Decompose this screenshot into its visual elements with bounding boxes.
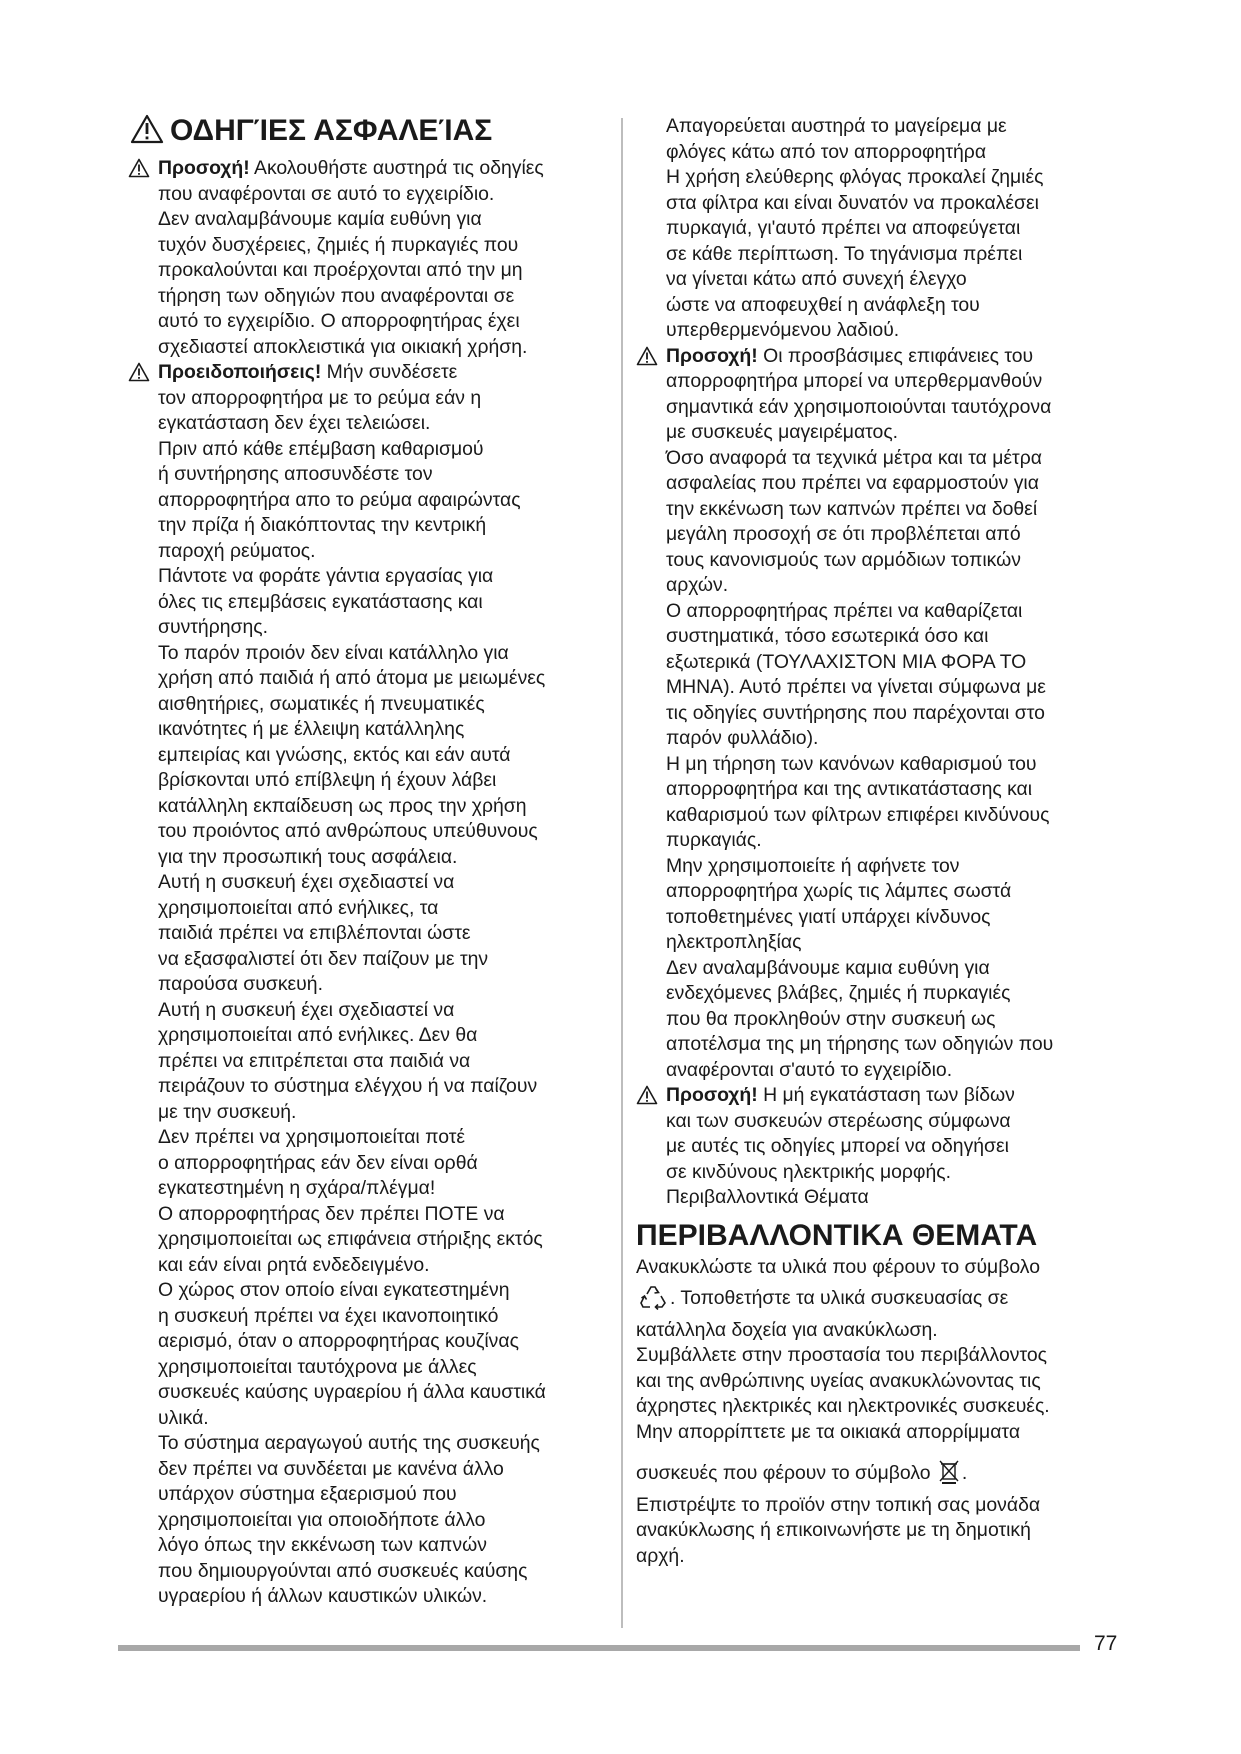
text-line: συστηματικά, τόσο εσωτερικά όσο και [666, 625, 989, 647]
text-line: όλες τις επεμβάσεις εγκατάστασης και [158, 590, 483, 613]
text-line: τις οδηγίες συντήρησης που παρέχονται στο [666, 701, 1045, 724]
text-line: παροχή ρεύματος. [158, 539, 316, 562]
text-line: προκαλούνται και προέρχονται από την μη [158, 259, 523, 281]
text-line: μεγάλη προσοχή σε ότι προβλέπεται από [666, 523, 1021, 545]
warning-text: Ακολουθήστε αυστηρά τις οδηγίες [249, 157, 544, 179]
text-line: αρχών. [666, 574, 729, 596]
warning-label: Προειδοποιήσεις! [158, 361, 322, 383]
text-line: που δημιουργούνται από συσκευές καύσης [158, 1559, 528, 1582]
warning-triangle-icon [128, 362, 150, 390]
text-line: Απαγορεύεται αυστηρά το μαγείρεμα με [666, 115, 1007, 137]
warning-label: Προσοχή! [666, 1084, 758, 1106]
env-text-recycle [636, 1284, 1126, 1318]
text-line: τυχόν δυσχέρειες, ζημιές ή πυρκαγιές που [158, 233, 519, 256]
warning-line [636, 1083, 1126, 1109]
left-column [130, 112, 600, 1610]
text-line: πυρκαγιάς. [666, 829, 762, 851]
text-line: σημαντικά εάν χρησιμοποιούνται ταυτόχρονα [666, 395, 1052, 418]
text-line: παρόν φυλλάδιο). [666, 727, 819, 749]
text-line: ο απορροφητήρας εάν δεν είναι ορθά [158, 1151, 478, 1174]
text-line: εγκατεστημένη η σχάρα/πλέγμα! [158, 1177, 436, 1199]
recycle-icon [638, 1284, 668, 1318]
text-line: χρήση από παιδιά ή από άτομα με μειωμένες [158, 667, 546, 689]
text-line: υπάρχον σύστημα εξαερισμού που [158, 1483, 457, 1505]
env-symbol-line: συσκευές που φέρουν το σύμβολο . [636, 1459, 1126, 1493]
text-line: Δεν πρέπει να χρησιμοποιείται ποτέ [158, 1126, 466, 1148]
crossed-bin-icon [938, 1459, 960, 1493]
text-line: στα φίλτρα και είναι δυνατόν να προκαλέσει [666, 191, 1039, 214]
page-number: 77 [1094, 1632, 1118, 1655]
warning-block-2 [130, 360, 600, 1610]
text-line: ηλεκτροπληξίας [666, 931, 802, 953]
warning-2-lines [130, 386, 600, 1610]
column-divider [621, 118, 623, 1628]
text-line: Περιβαλλοντικά Θέματα [666, 1186, 869, 1208]
text-line: φλόγες κάτω από τον απορροφητήρα [666, 140, 987, 163]
text-line: Όσο αναφορά τα τεχνικά μέτρα και τα μέτρα [666, 446, 1042, 469]
text-line: κατάλληλα δοχεία για ανακύκλωση. [636, 1318, 938, 1341]
text-line: χρησιμοποιείται από ενήλικες, τα [158, 896, 439, 919]
text-line: χρησιμοποιείται για οποιοδήποτε άλλο [158, 1508, 486, 1531]
text-line: Ο απορροφητήρας δεν πρέπει ΠΟΤΕ να [158, 1202, 505, 1225]
text-line: εγκατάσταση δεν έχει τελειώσει. [158, 412, 431, 434]
text-line: Μην χρησιμοποιείτε ή αφήνετε τον [666, 854, 960, 877]
text-line: αρχή. [636, 1544, 685, 1567]
text-line: απορροφητήρα και της αντικατάστασης και [666, 778, 1033, 800]
text-line: απορροφητήρα απο το ρεύμα αφαιρώντας [158, 488, 521, 511]
text-line: που θα προκληθούν στην συσκευή ως [666, 1007, 996, 1030]
text-line: λόγο όπως την εκκένωση των καπνών [158, 1534, 487, 1556]
warning-triangle-icon [636, 346, 658, 374]
text-line: εμπειρίας και γνώσης, εκτός και εάν αυτά [158, 743, 511, 766]
text-line: Δεν αναλαμβάνουμε καμια ευθύνη για [666, 956, 990, 979]
warning-text: Οι προσβάσιμες επιφάνειες του [757, 344, 1034, 367]
text-line: αναφέρονται σ'αυτό το εγχειρίδιο. [666, 1058, 953, 1081]
text-line: του προιόντος από ανθρώπους υπεύθυνους [158, 820, 538, 842]
text-line: χρησιμοποιείται ταυτόχρονα με άλλες [158, 1355, 477, 1378]
text-line: ή συντήρησης αποσυνδέστε τον [158, 463, 433, 485]
text-line: για την προσωπική τους ασφάλεια. [158, 845, 458, 868]
text-line: τοποθετημένες γιατί υπάρχει κίνδυνος [666, 905, 991, 928]
text-line: και εάν είναι ρητά ενδεδειγμένο. [158, 1253, 430, 1276]
text-line: σε κάθε περίπτωση. Το τηγάνισμα πρέπει [666, 242, 1023, 265]
text-line: ικανότητες ή με έλλειψη κατάλληλης [158, 718, 465, 740]
text-line: με αυτές τις οδηγίες μπορεί να οδηγήσει [666, 1135, 1009, 1157]
text-line: συσκευές καύσης υγραερίου ή άλλα καυστικά [158, 1381, 546, 1403]
text-line: παρούσα συσκευή. [158, 973, 323, 995]
env-text: Ανακυκλώστε τα υλικά που φέρουν το σύμβολο [636, 1255, 1040, 1278]
env-mid-lines [636, 1318, 1126, 1446]
text-line: Πάντοτε να φοράτε γάντια εργασίας για [158, 565, 494, 587]
text-line: παιδιά πρέπει να επιβλέπονται ώστε [158, 922, 471, 944]
footer-bar [118, 1645, 1080, 1651]
text-line: με την συσκευή. [158, 1100, 297, 1123]
text-line: και της ανθρώπινης υγείας ανακυκλώνοντας τις [636, 1369, 1041, 1392]
text-line: χρησιμοποιείται ως επιφάνεια στήριξης εκτός [158, 1228, 543, 1250]
text-line: υπερθερμενόμενου λαδιού. [666, 319, 900, 341]
text-line: αποτέλσμα της μη τήρησης των οδηγιών που [666, 1033, 1054, 1055]
text-line: Μην απορρίπτετε με τα οικιακά απορρίμματα [636, 1420, 1021, 1443]
text-line: Αυτή η συσκευή έχει σχεδιαστεί να [158, 871, 455, 893]
text-line: Πριν από κάθε επέμβαση καθαρισμού [158, 437, 484, 460]
text-line: υλικά. [158, 1406, 209, 1429]
text-line: πειράζουν το σύστημα ελέγχου ή να παίζουν [158, 1075, 538, 1097]
warning-text: Η μή εγκατάσταση των βίδων [757, 1084, 1015, 1106]
text-line: την εκκένωση των καπνών πρέπει να δοθεί [666, 497, 1038, 520]
text-line: εξωτερικά (ΤΟΥΛΑΧΙΣΤΟΝ ΜΙΑ ΦΟΡΑ ΤΟ [666, 650, 1027, 673]
text-line: ΜΗΝΑ). Αυτό πρέπει να γίνεται σύμφωνα με [666, 676, 1046, 698]
text-line: απορροφητήρα μπορεί να υπερθερμανθούν [666, 370, 1043, 392]
text-line: Δεν αναλαμβάνουμε καμία ευθύνη για [158, 208, 482, 230]
warning-triangle-icon [130, 114, 164, 154]
text-line: Επιστρέψτε το προϊόν στην τοπική σας μονάδα [636, 1493, 1041, 1516]
warning-block-4 [636, 1083, 1126, 1211]
text-line: συντήρησης. [158, 616, 269, 638]
text-line: να γίνεται κάτω από συνεχή έλεγχο [666, 268, 967, 290]
text-line: Η μη τήρηση των κανόνων καθαρισμού του [666, 752, 1037, 775]
text-line: άχρηστες ηλεκτρικές και ηλεκτρονικές συσκευές. [636, 1395, 1050, 1417]
text-line: ασφαλείας που πρέπει να εφαρμοστούν για [666, 472, 1039, 494]
text-line: που αναφέρονται σε αυτό το εγχειρίδιο. [158, 182, 495, 205]
text-line: πυρκαγιά, γι'αυτό πρέπει να αποφεύγεται [666, 217, 1021, 239]
warning-line [636, 344, 1126, 370]
text-line: Ο απορροφητήρας πρέπει να καθαρίζεται [666, 599, 1023, 622]
text-line: αερισμό, όταν ο απορροφητήρας κουζίνας [158, 1330, 519, 1352]
text-line: καθαρισμού των φίλτρων επιφέρει κινδύνους [666, 803, 1050, 826]
text-line: η συσκευή πρέπει να έχει ικανοποιητικό [158, 1304, 499, 1327]
safety-title [130, 112, 600, 154]
text-line: τους κανονισμούς των αρμόδιων τοπικών [666, 548, 1021, 571]
warning-triangle-icon [128, 158, 150, 186]
text-line: Συμβάλλετε στην προστασία του περιβάλλοντος [636, 1344, 1047, 1366]
warning-label: Προσοχή! [666, 344, 758, 367]
text-line: Η χρήση ελεύθερης φλόγας προκαλεί ζημιές [666, 166, 1044, 188]
text-line: σχεδιαστεί αποκλειστικά για οικιακή χρήση. [158, 335, 528, 358]
text-line: ανακύκλωσης ή επικοινωνήστε με τη δημοτική [636, 1519, 1031, 1541]
warning-block-3 [636, 344, 1126, 1084]
text-line: απορροφητήρα χωρίς τις λάμπες σωστά [666, 880, 1012, 902]
text-line: και των συσκευών στερέωσης σύμφωνα [666, 1109, 1011, 1132]
warning-block-1 [130, 156, 600, 360]
text-line: πρέπει να επιτρέπεται στα παιδιά να [158, 1049, 471, 1072]
text-line: Ο χώρος στον οποίο είναι εγκατεστημένη [158, 1279, 510, 1301]
text-line: Το παρόν προιόν δεν είναι κατάλληλο για [158, 641, 509, 664]
text-line: κατάλληλη εκπαίδευση ως προς την χρήση [158, 794, 527, 817]
text-line: τήρηση των οδηγιών που αναφέρονται σε [158, 284, 515, 307]
text-line: Αυτή η συσκευή έχει σχεδιαστεί να [158, 998, 455, 1021]
text-line: χρησιμοποιείται από ενήλικες. Δεν θα [158, 1024, 478, 1046]
text-line: σε κινδύνους ηλεκτρικής μορφής. [666, 1160, 952, 1183]
warning-4-lines [636, 1109, 1126, 1211]
text-line: Το σύστημα αεραγωγού αυτής της συσκευής [158, 1432, 540, 1454]
text-line: να εξασφαλιστεί ότι δεν παίζουν με την [158, 947, 489, 970]
text-line: ώστε να αποφευχθεί η ανάφλεξη του [666, 293, 980, 316]
env-text-tail: . Τοποθετήστε τα υλικά συσκευασίας σε [670, 1287, 1009, 1309]
text-line: βρίσκονται υπό επίβλεψη ή έχουν λάβει [158, 769, 497, 791]
env-end-lines [636, 1493, 1126, 1570]
text-line: την πρίζα ή διακόπτοντας την κεντρική [158, 514, 487, 536]
text-line: αυτό το εγχειρίδιο. Ο απορροφητήρας έχει [158, 310, 520, 332]
intro-lines [636, 114, 1126, 344]
text-line: υγραερίου ή άλλων καυστικών υλικών. [158, 1585, 488, 1607]
warning-text: Μήν συνδέσετε [321, 361, 458, 383]
right-column [636, 114, 1126, 1569]
warning-triangle-icon [636, 1085, 658, 1113]
warning-line [130, 360, 600, 386]
text-line: αισθητήριες, σωματικές ή πνευματικές [158, 692, 485, 715]
env-symbol-text: συσκευές που φέρουν το σύμβολο [636, 1462, 931, 1484]
text-line: δεν πρέπει να συνδέεται με κανένα άλλο [158, 1457, 504, 1480]
environment-title: ΠΕΡΙΒΑΛΛΟΝΤΙΚΑ ΘΕΜΑΤΑ [636, 1218, 1038, 1252]
text-line: με συσκευές μαγειρέματος. [666, 421, 899, 443]
warning-line [130, 156, 600, 182]
safety-title-text: ΟΔΗΓΊΕΣ ΑΣΦΑΛΕΊΑΣ [170, 114, 493, 147]
text-line: ενδεχόμενες βλάβες, ζημιές ή πυρκαγιές [666, 982, 1011, 1004]
warning-label: Προσοχή! [158, 157, 250, 179]
warning-3-lines [636, 369, 1126, 1083]
warning-1-lines [130, 182, 600, 361]
text-line: τον απορροφητήρα με το ρεύμα εάν η [158, 386, 482, 409]
